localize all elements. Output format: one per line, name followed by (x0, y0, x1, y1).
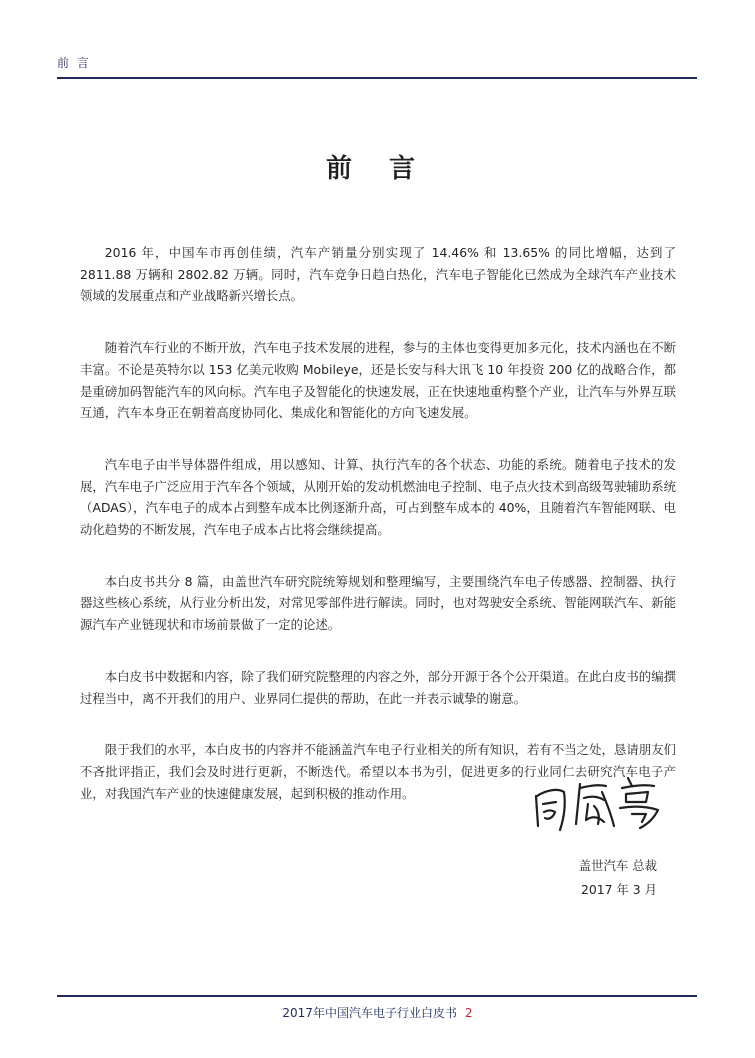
paragraph-4: 本白皮书共分 8 篇，由盖世汽车研究院统筹规划和整理编写，主要围绕汽车电子传感器、控制器、执行器这些核心系统，从行业分析出发，对常见零部件进行解读。同时，也对驾驶安全系统、智能网联汽车、新能源汽车产业链现状和市场前景做了一定的论述。 (80, 573, 676, 633)
signoff-block (579, 854, 657, 902)
page-number: 2 (464, 1006, 473, 1020)
signoff-date: 2017 年 3 月 (580, 882, 657, 897)
footer-publication-title: 2017年中国汽车电子行业白皮书 (282, 1006, 457, 1020)
section-header-label: 前 言 (57, 56, 91, 70)
paragraph-5: 本白皮书中数据和内容，除了我们研究院整理的内容之外，部分开源于各个公开渠道。在此白皮书的编撰过程当中，离不开我们的用户、业界同仁提供的帮助，在此一并表示诚挚的谢意。 (80, 668, 676, 706)
footer-rule (57, 995, 697, 997)
page-title: 前 言 (325, 154, 430, 184)
paragraph-1: 2016 年，中国车市再创佳绩，汽车产销量分别实现了 14.46% 和 13.65% 的同比增幅，达到了 2811.88 万辆和 2802.82 万辆。同时，汽车竞争日趋白热化，汽车电子智能化已然成为全球汽车产业技术领域的发展重点和产业战略新兴增长点。 (80, 245, 676, 304)
page-footer (0, 1004, 755, 1021)
paragraph-2: 随着汽车行业的不断开放，汽车电子技术发展的进程，参与的主体也变得更加多元化，技术内涵也在不断丰富。不论是英特尔以 153 亿美元收购 Mobileye，还是长安与科大讯飞 10 年投资 200 亿的战略合作，都是重磅加码智能汽车的风向标。汽车电子及智能化的快速发展，正在快速地重构整个产业，让汽车与外界互联互通，汽车本身正在朝着高度协同化、集成化和智能化的方向飞速发展。 (80, 340, 676, 421)
signoff-author: 盖世汽车 总裁 (578, 858, 657, 873)
header-rule (57, 77, 697, 79)
paragraph-3: 汽车电子由半导体器件组成，用以感知、计算、执行汽车的各个状态、功能的系统。随着电子技术的发展，汽车电子广泛应用于汽车各个领域，从刚开始的发动机燃油电子控制、电子点火技术到高级驾驶辅助系统（ADAS），汽车电子的成本占到整车成本比例逐渐升高，可占到整车成本的 40%，且随着汽车智能网联、电动化趋势的不断发展，汽车电子成本占比将会继续提高。 (80, 456, 676, 538)
paragraph-6: 限于我们的水平，本白皮书的内容并不能涵盖汽车电子行业相关的所有知识，若有不当之处，恳请朋友们不吝批评指正，我们会及时进行更新，不断迭代。希望以本书为引，促进更多的行业同仁去研究汽车电子产业，对我国汽车产业的快速健康发展，起到积极的推动作用。 (80, 742, 676, 801)
handwritten-signature (528, 766, 668, 838)
preface-body (80, 242, 676, 834)
